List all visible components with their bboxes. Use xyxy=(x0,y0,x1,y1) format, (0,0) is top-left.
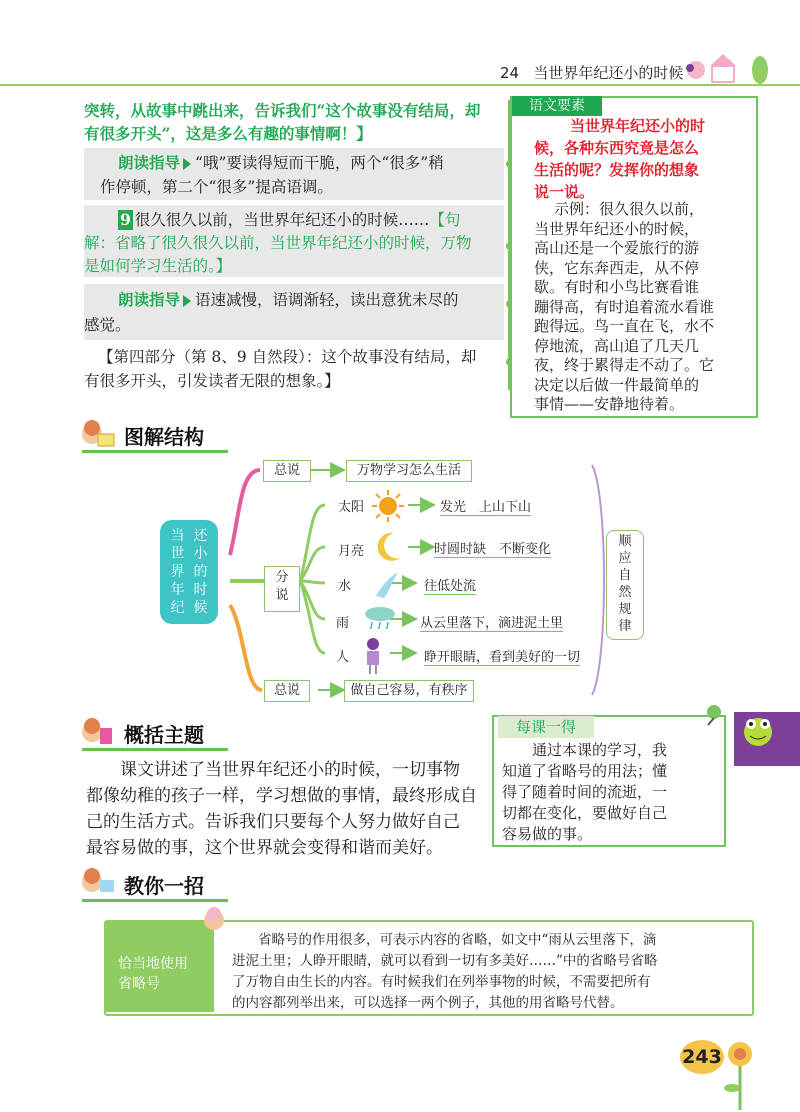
text-line: 【第四部分（第 8、9 自然段）：这个故事没有结局，却 xyxy=(98,348,477,366)
tip-side-panel: 恰当地使用 省略号 xyxy=(104,922,214,1012)
page-number: 243 xyxy=(680,1040,724,1074)
para9-line1: 9 很久很久以前，当世界年纪还小的时候……【句 xyxy=(120,210,461,229)
sidebar-question: 候，各种东西究竟是怎么 xyxy=(534,139,700,157)
section-title-theme: 概括主题 xyxy=(124,723,204,747)
mindmap-item-sun: 太阳 xyxy=(338,500,365,515)
mindmap-item-rain: 雨 xyxy=(336,616,350,631)
person-icon xyxy=(362,636,384,676)
page-header xyxy=(500,62,683,83)
moon-icon xyxy=(372,530,404,564)
mindmap-item-moon-text: 时圆时缺 不断变化 xyxy=(434,538,551,558)
mindmap-item-sun-text: 发光 上山下山 xyxy=(440,496,531,516)
text-line: 突转，从故事中跳出来，告诉我们“这个故事没有结局，却 xyxy=(84,101,481,120)
reading-guide-1: 朗读指导 “哦”要读得短而干脆，两个“很多”稍 xyxy=(118,153,444,172)
text-line: 是如何学习生活的。】 xyxy=(84,257,232,275)
mindmap-item-rain-text: 从云里落下，滴进泥土里 xyxy=(420,612,563,632)
mindmap-item-water-text: 往低处流 xyxy=(424,575,476,595)
sidebar-answer: 高山还是一个爱旅行的游 xyxy=(534,239,700,257)
text-line: 感觉。 xyxy=(84,316,131,334)
sidebar-question: 说一说。 xyxy=(534,183,595,201)
section-rule xyxy=(82,450,228,453)
sidebar-answer: 侠，它东奔西走，从不停 xyxy=(534,258,700,277)
lesson-title: 当世界年纪还小的时候 xyxy=(533,64,684,82)
mindmap-item-moon: 月亮 xyxy=(338,544,365,559)
sidebar-answer: 夜，终于累得走不动了。它 xyxy=(534,356,715,374)
triangle-icon xyxy=(183,295,191,307)
mindmap-intro-text: 万物学习怎么生活 xyxy=(346,460,472,482)
sidebar-answer: 蹦得高，有时追着流水看谁 xyxy=(534,297,715,316)
mindmap-item-water: 水 xyxy=(338,579,352,594)
child-with-book-icon xyxy=(78,868,116,898)
lesson-number: 24 xyxy=(500,64,520,82)
theme-summary: 课文讲述了当世界年纪还小的时候，一切事物 都像幼稚的孩子一样，学习想做的事情，最终形成自 己的生活方式。告诉我们只要每个人努力做好自己 最容易做的事，这个世界就会变得和谐而美好。 xyxy=(86,760,477,858)
reading-guide-label: 朗读指导 xyxy=(118,153,181,172)
sun-icon xyxy=(370,488,406,524)
text-line: 解：省略了很久很久以前，当世界年纪还小的时候，万物 xyxy=(84,234,472,252)
text-line: 作停顿，第二个“很多”提高语调。 xyxy=(100,178,333,196)
text-line: 有很多开头，引发读者无限的想象。】 xyxy=(84,372,340,390)
reading-child-icon xyxy=(78,420,116,450)
lesson-gain-text: 通过本课的学习，我 知道了省略号的用法；懂 得了随着时间的流逝，一 切都在变化，要做好自己 容易做的事。 xyxy=(502,741,668,843)
sidebar-answer: 当世界年纪还小的时候， xyxy=(534,219,700,238)
sidebar-answer: 停地流，高山追了几天几 xyxy=(534,336,700,355)
triangle-icon xyxy=(183,158,191,170)
text-line: 有很多开头”，这是多么有趣的事情啊！】 xyxy=(84,124,372,143)
mindmap-outro-label: 总说 xyxy=(264,680,310,702)
mindmap-outro-text: 做自己容易，有秩序 xyxy=(344,680,474,702)
sidebar-answer: 歇。有时和小鸟比赛看谁 xyxy=(534,278,700,296)
reading-guide-2: 朗读指导 语速减慢，语调渐轻，读出意犹未尽的 xyxy=(118,290,459,309)
paragraph-number: 9 xyxy=(120,210,131,229)
section-rule xyxy=(82,899,228,902)
sidebar-answer: 事情——安静地待着。 xyxy=(534,395,685,413)
mindmap-intro-label: 总说 xyxy=(263,460,311,482)
water-splash-icon xyxy=(372,568,402,600)
lesson-gain-title: 每课一得 xyxy=(498,716,594,738)
sidebar-tag: 语文要素 xyxy=(512,96,602,116)
house-decoration-icon xyxy=(676,48,776,88)
section-rule xyxy=(82,748,228,751)
sidebar-answer: 跑得远。鸟一直在飞，水不 xyxy=(534,317,715,335)
tip-text: 省略号的作用很多，可表示内容的省略，如文中“雨从云里落下，滴 进泥土里；人睁开眼睛，就可以看到一切有多美好……”中的省略号省略 了万物自由生长的内容。有时候我们在列举事物的时候，不需要把所有 的内容都列举出来，可以选择一两个例子，其他的用省略号代替。 xyxy=(232,932,658,1011)
mindmap-root: 当 还 世 小 界 的 年 时 纪 候 xyxy=(160,520,218,624)
rain-cloud-icon xyxy=(362,604,398,632)
mindmap-item-person: 人 xyxy=(336,650,350,665)
sidebar-question: 当世界年纪还小的时 xyxy=(570,117,706,135)
frog-icon xyxy=(738,710,778,750)
mindmap-side-note: 顺 应 自 然 规 律 xyxy=(606,530,644,640)
mindmap-detail-label: 分 说 xyxy=(264,566,300,612)
sidebar-answer: 决定以后做一件最简单的 xyxy=(534,375,700,394)
sidebar-answer: 示例：很久很久以前， xyxy=(554,200,705,218)
child-with-cup-icon xyxy=(78,718,116,748)
section-title-structure: 图解结构 xyxy=(124,425,204,449)
tip-mascot-icon xyxy=(194,906,234,936)
section-title-tip: 教你一招 xyxy=(124,874,204,898)
mindmap-item-person-text: 睁开眼睛，看到美好的一切 xyxy=(424,646,580,666)
sidebar-question: 生活的呢？发挥你的想象 xyxy=(534,161,700,179)
pushpin-icon xyxy=(702,702,726,726)
flower-icon xyxy=(720,1040,760,1110)
